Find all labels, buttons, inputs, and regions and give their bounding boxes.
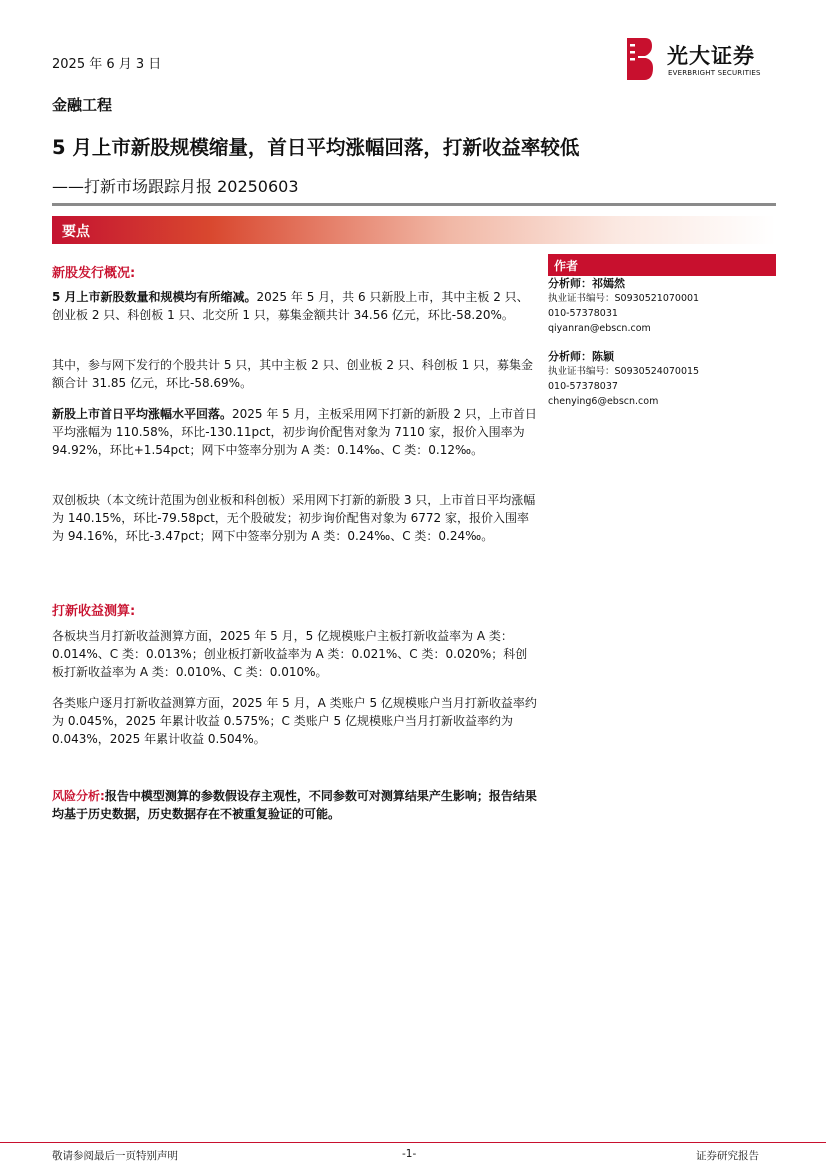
author-card (548, 276, 776, 336)
title-divider (52, 203, 776, 206)
risk-text: 报告中模型测算的参数假设存主观性，不同参数可对测算结果产生影响；报告结果均基于历史数据，历史数据存在不被重复验证的可能。 (52, 789, 537, 822)
section-heading-issuance: 新股发行概况: (52, 266, 136, 281)
authors-label: 作者 (554, 259, 579, 273)
report-title: 5 月上市新股规模缩量，首日平均涨幅回落，打新收益率较低 (52, 136, 580, 159)
page-number: -1- (402, 1148, 417, 1160)
summary-label: 要点 (62, 224, 90, 240)
paragraph-body: 各类账户逐月打新收益测算方面，2025 年 5 月，A 类账户 5 亿规模账户当月打新收益率约为 0.045%，2025 年累计收益 0.575%；C 类账户 5 亿规模账户当月打新收益率约为 0.043%，2025 年累计收益 0.504%。 (52, 696, 537, 747)
report-subtitle: ——打新市场跟踪月报 20250603 (52, 177, 299, 196)
risk-label: 风险分析: (52, 789, 105, 803)
paragraph-issuance-volume (52, 288, 539, 324)
paragraph-body: 各板块当月打新收益测算方面，2025 年 5 月，5 亿规模账户主板打新收益率为 A 类：0.014%、C 类：0.013%；创业板打新收益率为 A 类：0.021%、C 类：0.020%；科创板打新收益率为 A 类：0.010%、C 类：0.010%。 (52, 629, 528, 680)
footer-disclaimer: 敬请参阅最后一页特别声明 (52, 1150, 178, 1162)
paragraph-lead: 5 月上市新股数量和规模均有所缩减。 (52, 290, 257, 304)
footer-doc-type: 证券研究报告 (696, 1150, 759, 1162)
author-name: 分析师：陈颖 (548, 350, 614, 363)
paragraph-board-returns (52, 627, 539, 682)
author-card (548, 349, 776, 409)
paragraph-body: 2025 年 5 月，共 6 只新股上市，其中主板 2 只、创业板 2 只、科创板 1 只、北交所 1 只，募集金额共计 34.56 亿元，环比-58.20%。 (52, 290, 529, 323)
paragraph-dual-innovation (52, 491, 539, 546)
section-heading-returns: 打新收益测算: (52, 604, 136, 619)
logo-name-cn: 光大证券 (667, 44, 755, 68)
paragraph-body: 其中，参与网下发行的个股共计 5 只，其中主板 2 只、创业板 2 只、科创板 1 只，募集金额合计 31.85 亿元，环比-58.69%。 (52, 358, 534, 391)
author-cert: 执业证书编号：S0930524070015 (548, 366, 700, 377)
paragraph-account-returns (52, 694, 539, 749)
paragraph-body: 2025 年 5 月，主板采用网下打新的新股 2 只，上市首日平均涨幅为 110.58%，环比-130.11pct，初步询价配售对象为 7110 家，报价入围率为 94.92%，环比+1.54pct；网下中签率分别为 A 类：0.14‰、C 类：0.12‰。 (52, 407, 537, 458)
paragraph-first-day-gain (52, 405, 539, 460)
paragraph-body: 双创板块（本文统计范围为创业板和科创板）采用网下打新的新股 3 只，上市首日平均涨幅为 140.15%，环比-79.58pct，无个股破发；初步询价配售对象为 6772 家，报价入围率为 94.16%，环比-3.47pct；网下中签率分别为 A 类：0.24‰、C 类：0.24‰。 (52, 493, 536, 544)
author-cert: 执业证书编号：S0930521070001 (548, 293, 700, 304)
author-phone: 010-57378031 (548, 308, 618, 319)
paragraph-offline-issuance (52, 356, 539, 392)
author-name: 分析师：祁嫣然 (548, 277, 625, 290)
report-date: 2025 年 6 月 3 日 (52, 57, 162, 72)
report-category: 金融工程 (52, 96, 113, 114)
authors-banner (548, 254, 776, 276)
summary-banner (52, 216, 776, 244)
brand-logo (627, 38, 779, 82)
paragraph-lead: 新股上市首日平均涨幅水平回落。 (52, 407, 233, 421)
paragraph-risk (52, 787, 539, 823)
author-email[interactable]: chenying6@ebscn.com (548, 396, 659, 407)
everbright-logo-icon (627, 38, 653, 80)
logo-name-en: EVERBRIGHT SECURITIES (668, 69, 761, 77)
author-phone: 010-57378037 (548, 381, 618, 392)
footer-divider (0, 1142, 826, 1143)
author-email[interactable]: qiyanran@ebscn.com (548, 323, 651, 334)
